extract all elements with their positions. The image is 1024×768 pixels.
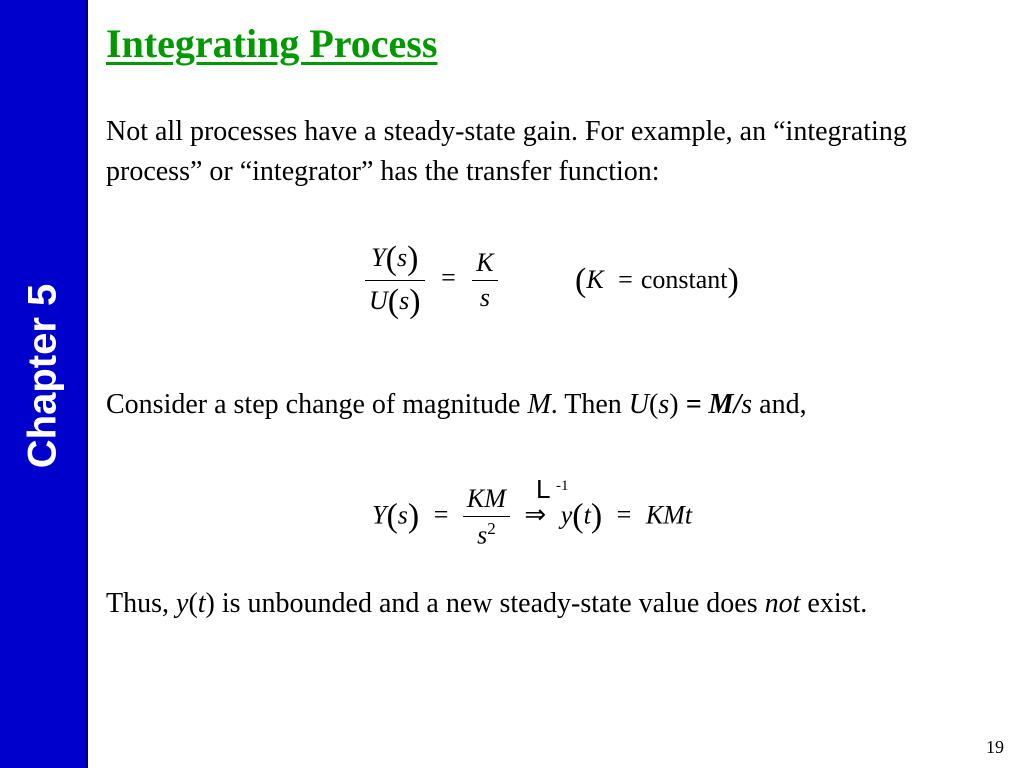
p3-text-1: Thus,: [106, 588, 176, 619]
eq2-fraction-denominator: [463, 517, 510, 551]
eq1-num-lparen: (: [385, 240, 397, 277]
eq2-result: KMt: [645, 500, 693, 530]
eq2-lhs-rparen: ): [407, 497, 420, 535]
eq1-den-lparen: (: [387, 283, 400, 320]
note-rparen: ): [727, 262, 739, 299]
page-number: 19: [986, 737, 1004, 757]
note-text: constant: [640, 265, 728, 294]
transfer-function-fraction: [365, 240, 425, 321]
conclusion-paragraph: [106, 584, 986, 624]
p2-lparen: (: [649, 389, 659, 420]
eq2-den-var: s: [477, 520, 488, 550]
eq1-num-var: s: [396, 243, 408, 272]
step-response-fraction: [463, 484, 510, 551]
implies-arrow: ⇒: [524, 500, 547, 530]
eq2-den-exponent: 2: [487, 519, 496, 538]
fraction-denominator: [365, 281, 425, 321]
eq2-rhs-lparen: (: [572, 497, 584, 535]
fraction-numerator: [365, 240, 425, 281]
eq2-rhs-func: y: [560, 500, 573, 530]
chapter-label: Chapter 5: [20, 283, 65, 469]
p3-lparen: (: [188, 588, 198, 619]
p3-y-var: y: [176, 588, 189, 619]
eq2-rhs-var: t: [583, 500, 591, 530]
intro-paragraph: Not all processes have a steady-state gain. For example, an “integrating process” or “integrator” has the transfer function:: [106, 116, 907, 187]
p3-text-2: is unbounded and a new steady-state value does: [214, 588, 765, 619]
p3-text-3: exist.: [800, 588, 868, 619]
eq1-den-func: U: [369, 286, 388, 315]
chapter-sidebar: [0, 0, 88, 768]
gain-denominator: s: [479, 283, 490, 312]
p2-s-var-2: s: [741, 389, 753, 420]
step-change-paragraph: [106, 385, 986, 425]
p2-s-var: s: [658, 389, 670, 420]
note-variable: K: [586, 265, 604, 294]
inverse-laplace-exponent: -1: [556, 478, 569, 494]
p2-equals-M: = M/: [678, 389, 742, 420]
p2-text-3: and,: [752, 389, 807, 420]
note-lparen: (: [575, 262, 587, 299]
p3-t-var: t: [197, 588, 206, 619]
note-equals-sign: =: [618, 265, 633, 294]
eq1-den-var: s: [399, 286, 410, 315]
eq2-lhs-var: s: [397, 500, 408, 530]
transfer-function-equation: [365, 240, 498, 321]
gain-numerator: K: [472, 248, 497, 281]
p2-magnitude-var: M: [527, 389, 551, 420]
eq2-equals-sign-2: =: [616, 500, 632, 530]
eq2-fraction-numerator: KM: [463, 484, 510, 517]
p2-u-var: U: [628, 389, 650, 420]
step-response-equation: [372, 484, 692, 551]
eq1-equals-sign: =: [441, 263, 456, 293]
eq2-lhs-lparen: (: [386, 497, 398, 535]
eq2-rhs-rparen: ): [590, 497, 603, 535]
p2-rparen: ): [669, 389, 679, 420]
gain-fraction: [472, 248, 497, 313]
p3-not-emphasis: not: [764, 588, 801, 619]
p2-text-2: . Then: [550, 389, 629, 420]
inverse-laplace-symbol: L: [536, 474, 551, 504]
eq2-equals-sign: =: [433, 500, 449, 530]
p3-rparen: ): [205, 588, 215, 619]
eq1-num-rparen: ): [407, 240, 419, 277]
p2-text-1: Consider a step change of magnitude: [106, 389, 528, 420]
constant-note: [575, 262, 739, 300]
slide-title: Integrating Process: [106, 21, 438, 66]
eq1-num-func: Y: [371, 243, 386, 272]
eq2-lhs-func: Y: [372, 500, 387, 530]
eq1-den-rparen: ): [409, 283, 421, 320]
